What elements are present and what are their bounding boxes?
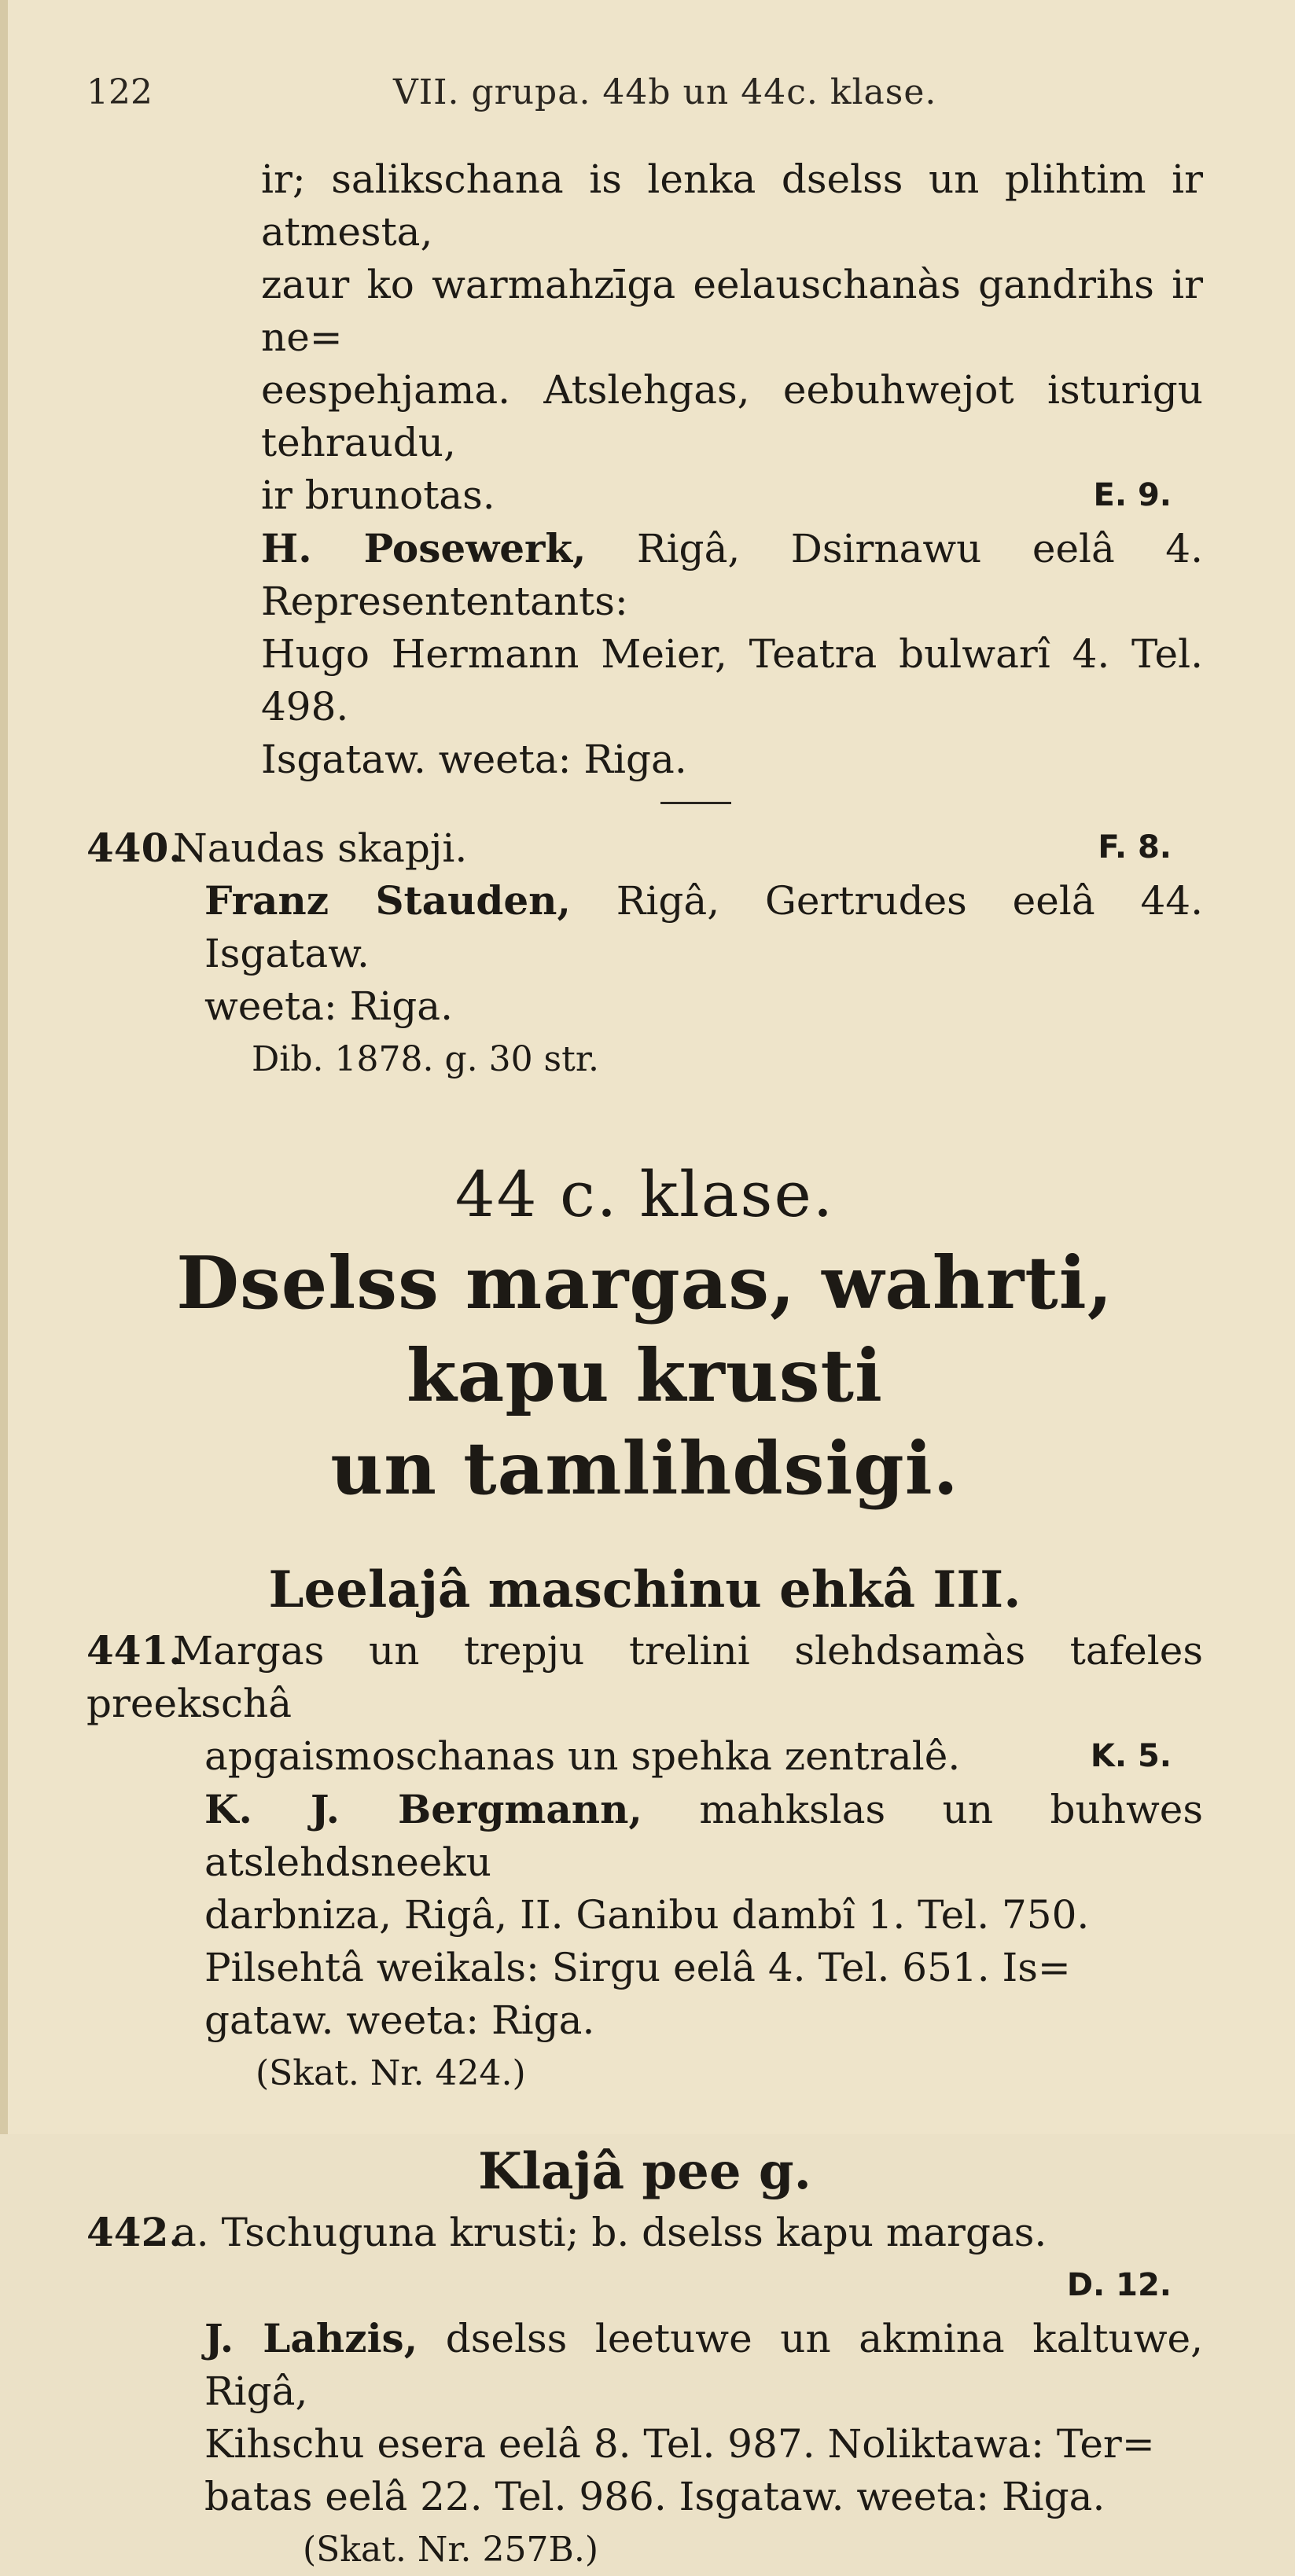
entry-text: Margas un trepju trelini slehdsamàs tafeles preekschâ <box>86 1628 1203 1726</box>
firm-address: mahkslas un buhwes atslehdsneeku <box>204 1787 1203 1885</box>
group-heading: Klajâ pee g. <box>478 2142 811 2201</box>
intro-line: Isgataw. weeta: Riga. <box>261 737 687 782</box>
entry-text: darbniza, Rigâ, II. Ganibu dambî 1. Tel. 750. <box>204 1892 1090 1938</box>
firm-line <box>86 2312 1203 2418</box>
entry-number: 441. <box>86 1627 182 1674</box>
catalog-ref: (Skat. Nr. 257B.) <box>303 2530 598 2570</box>
catalog-ref: (Skat. Nr. 424.) <box>256 2053 526 2093</box>
entry-text: gataw. weeta: Riga. <box>204 1997 595 2043</box>
exhibit-code: E. 9. <box>1093 477 1172 513</box>
section-number: 44 c. klase. <box>454 1158 835 1231</box>
entry-442-line-1 <box>86 2206 1203 2259</box>
intro-line: zaur ko warmahzīga eelauschanàs gandrihs ir ne= <box>261 262 1203 360</box>
firm-name: J. Lahzis, <box>204 2315 418 2361</box>
firm-name: H. Posewerk, <box>261 525 587 571</box>
entry-442-code-row <box>86 2259 1203 2312</box>
entry-text: a. Tschuguna krusti; b. dselss kapu margas. <box>173 2210 1047 2255</box>
intro-line: ir brunotas. <box>261 472 495 518</box>
section-title-line-2: un tamlihdsigi. <box>330 1426 959 1511</box>
firm-address: dselss leetuwe un akmina kaltuwe, Rigâ, <box>204 2316 1203 2414</box>
entry-text: Pilsehtâ weikals: Sirgu eelâ 4. Tel. 651. Is= <box>204 1945 1071 1990</box>
firm-name: Franz Stauden, <box>204 877 571 924</box>
intro-line: eespehjama. Atslehgas, eebuhwejot isturigu tehraudu, <box>261 367 1203 465</box>
exhibit-code: K. 5. <box>1090 1738 1172 1774</box>
firm-line <box>86 522 1203 628</box>
entry-text: batas eelâ 22. Tel. 986. Isgataw. weeta: Riga. <box>204 2474 1106 2519</box>
entry-number: 440. <box>86 825 182 871</box>
page-content <box>86 153 1203 2576</box>
intro-line: Hugo Hermann Meier, Teatra bulwarî 4. Tel. 498. <box>261 631 1203 729</box>
page-header <box>86 72 1203 119</box>
exhibit-code: D. 12. <box>1066 2267 1172 2303</box>
firm-line <box>86 874 1203 980</box>
firm-address: Rigâ, Gertrudes eelâ 44. Isgataw. <box>204 878 1203 976</box>
entry-line: weeta: Riga. <box>204 983 453 1029</box>
intro-line: ir; salikschana is lenka dselss un plihtim ir atmesta, <box>261 156 1203 255</box>
exhibit-code: F. 8. <box>1098 829 1172 865</box>
entry-441-line-1 <box>86 1624 1203 1730</box>
entry-title: Naudas skapji. <box>173 825 468 871</box>
firm-address: Rigâ, Dsirnawu eelâ 4. Represententants: <box>261 526 1203 624</box>
entry-441-line-2 <box>86 1730 1203 1783</box>
firm-line <box>86 1783 1203 1889</box>
section-title-line-1: Dselss margas, wahrti, kapu krusti <box>176 1240 1113 1418</box>
entry-text: apgaismoschanas un spehka zentralê. <box>204 1733 961 1779</box>
founded-line: Dib. 1878. g. 30 str. <box>252 1039 599 1079</box>
separator-rule <box>660 802 731 804</box>
entry-440-title-row <box>86 821 1203 874</box>
page-number: 122 <box>86 72 153 112</box>
group-heading: Leelajâ maschinu ehkâ III. <box>268 1560 1021 1619</box>
intro-last-line <box>86 469 1203 522</box>
entry-text: Kihschu esera eelâ 8. Tel. 987. Noliktawa: Ter= <box>204 2421 1155 2467</box>
running-title: VII. grupa. 44b un 44c. klase. <box>393 72 937 112</box>
entry-number: 442. <box>86 2209 182 2255</box>
firm-name: K. J. Bergmann, <box>204 1786 642 1832</box>
